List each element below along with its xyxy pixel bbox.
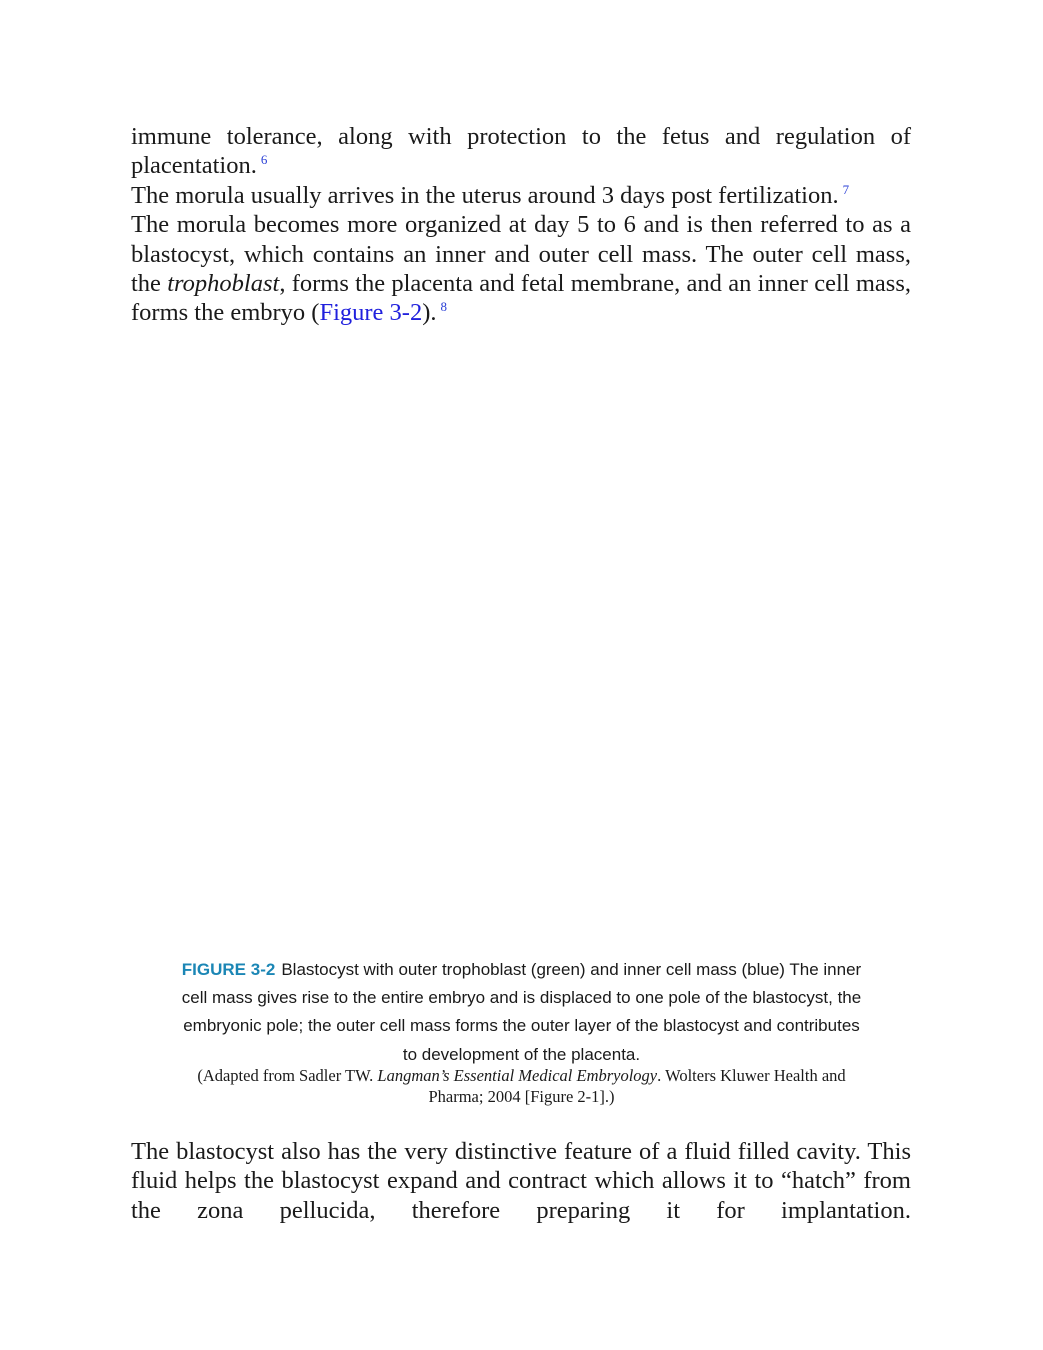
reference-link-7[interactable]: 7 (842, 181, 850, 197)
reference-link-6[interactable]: 6 (260, 152, 268, 168)
caption-main (180, 956, 863, 1069)
caption-label: FIGURE 3-2 (181, 960, 276, 979)
body-text-top (131, 122, 911, 328)
term-trophoblast: trophoblast (167, 270, 280, 298)
figure-image-area (131, 340, 911, 940)
body-text-bottom (131, 1137, 911, 1225)
credit-text: (Adapted from Sadler TW. (197, 1065, 378, 1085)
figure-link[interactable]: Figure 3-2 (319, 299, 423, 327)
paragraph-blastocyst-definition (131, 210, 911, 328)
paragraph-immune-tolerance (131, 122, 911, 181)
caption-credit (180, 1065, 863, 1107)
credit-text: . Wolters Kluwer Health and Pharma; 2004 [Figure 2-1].) (428, 1065, 846, 1106)
paragraph-text: The morula usually arrives in the uterus around 3 days post fertilization. (131, 181, 839, 209)
reference-link-8[interactable]: 8 (440, 299, 448, 315)
paragraph-text: , forms the placenta and fetal membrane, and an inner cell mass, forms the embryo ( (131, 270, 911, 327)
paragraph-fluid-cavity: The blastocyst also has the very distinctive feature of a fluid filled cavity. This fluid helps the blastocyst expand and contract which allows it to “hatch” from the zona pellucida, therefore preparing it for implantation. (131, 1138, 911, 1224)
figure-caption (180, 956, 863, 1107)
credit-book-title: Langman’s Essential Medical Embryology (377, 1065, 658, 1085)
caption-text: Blastocyst with outer trophoblast (green) and inner cell mass (blue) The inner cell mass gives rise to the entire embryo and is displaced to one pole of the blastocyst, the embryonic pole; the outer cell mass forms the outer layer of the blastocyst and contributes to development of the placenta. (181, 960, 862, 1064)
paragraph-morula-arrival (131, 181, 911, 210)
paragraph-text: The morula becomes more organized at day 5 to 6 and is then referred to as a blastocyst, which contains an inner and outer cell mass. The outer cell mass, the (131, 211, 911, 298)
paragraph-text: ). (422, 299, 437, 327)
paragraph-text: immune tolerance, along with protection to the fetus and regulation of placentation. (131, 123, 911, 180)
